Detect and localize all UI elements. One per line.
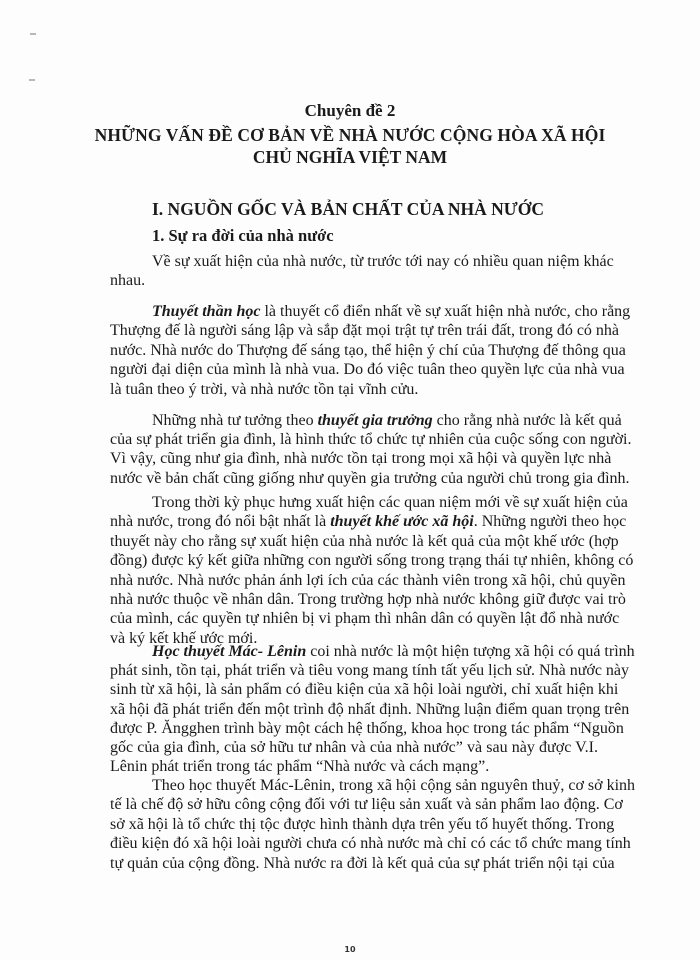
text-run: điều kiện đó xã hội loài người chưa có nhà nước mà chỉ có các tổ chức mang tính <box>110 835 631 853</box>
text-run: gốc của gia đình, của sở hữu tư nhân và của nhà nước” và sau này được V.I. <box>110 739 598 756</box>
paragraph-line <box>152 777 636 795</box>
text-run: thuyết này cho rằng sự xuất hiện của nhà nước là kết quả của một khế ước (hợp <box>110 532 619 550</box>
paragraph-line <box>110 272 598 290</box>
paragraph-line <box>110 835 631 853</box>
paragraph-line <box>110 513 627 531</box>
paragraph-line <box>152 643 635 661</box>
text-run: Lênin phát triển trong tác phẩm “Nhà nước và cách mạng”. <box>110 758 490 776</box>
paragraph-line <box>110 815 615 834</box>
text-run: tự quản của cộng đồng. Nhà nước ra đời là kết quả của sự phát triển nội tại của <box>110 854 615 872</box>
text-run: Trong thời kỳ phục hưng xuất hiện các quan niệm mới về sự xuất hiện của <box>152 494 628 511</box>
paragraph-line <box>110 381 598 399</box>
emphasized-term: thuyết gia trưởng <box>317 412 433 429</box>
paragraph-line <box>110 552 634 570</box>
emphasized-term: Học thuyết Mác- Lênin <box>152 643 307 660</box>
paragraph-line <box>152 494 628 512</box>
text-run: nhà nước, trong đó nổi bật nhất là <box>110 513 331 531</box>
emphasized-term: thuyết khế ước xã hội <box>330 513 474 531</box>
paragraph-line <box>152 412 622 430</box>
text-run: người đại diện của mình là nhà vua. Do đó việc tuân theo quyền lực của nhà vua <box>110 361 625 379</box>
chapter-label: Chuyên đề 2 <box>304 101 396 120</box>
text-run: là tuân theo ý trời, và nhà nước tồn tại vĩnh cửu. <box>110 380 419 398</box>
paragraph-line <box>110 361 625 379</box>
text-run: Thượng đế là người sáng lập và sắp đặt mọi trật tự trên trái đất, trong đó có nhà <box>110 322 620 340</box>
chapter-title-line-2: CHỦ NGHĨA VIỆT NAM <box>252 147 448 167</box>
text-run: nước về bản chất cũng giống như quyền gia trưởng của người chủ trong gia đình. <box>110 469 630 487</box>
text-run: tế là chế độ sở hữu công cộng đối với tư liệu sản xuất và sản phẩm lao động. Cơ <box>110 796 623 814</box>
text-run: và ký kết khế ước mới. <box>110 629 258 647</box>
text-run: Về sự xuất hiện của nhà nước, từ trước tới nay có nhiều quan niệm khác <box>152 253 614 270</box>
paragraph-line <box>110 662 630 680</box>
paragraph-line <box>110 450 612 468</box>
text-run: là thuyết cổ điển nhất về sự xuất hiện nhà nước, cho rằng <box>260 303 631 320</box>
paragraph-line <box>110 469 630 488</box>
chapter-title-line-1: NHỮNG VẤN ĐỀ CƠ BẢN VỀ NHÀ NƯỚC CỘNG HÒA XÃ HỘI <box>94 125 606 145</box>
emphasized-term: Thuyết thần học <box>152 303 261 320</box>
subsection-heading: 1. Sự ra đời của nhà nước <box>152 226 334 245</box>
paragraph-line <box>110 591 626 609</box>
paragraph-line <box>110 681 619 699</box>
text-run: nhà nước thuộc về nhân dân. Trong trường hợp nhà nước không giữ được vai trò <box>110 591 626 608</box>
paragraph-line <box>110 341 626 360</box>
paragraph-line <box>110 322 620 340</box>
text-run: của mình, các quyền tự nhiên bị vi phạm thì nhân dân có quyền lật đổ nhà nước <box>110 610 620 628</box>
paragraph-line <box>110 431 632 449</box>
text-run: sở xã hội là tổ chức thị tộc được hình thành dựa trên yếu tố huyết thống. Trong <box>110 815 615 833</box>
text-run: Vì vậy, cũng như gia đình, nhà nước tồn tại trong mọi xã hội và quyền lực nhà <box>110 450 612 468</box>
text-run: sinh từ xã hội, là sản phẩm có điều kiện của xã hội loài người, chỉ xuất hiện khi <box>110 681 619 699</box>
paragraph-line <box>110 739 598 757</box>
text-run: được P. Ăngghen trình bày một cách hệ thống, khoa học trong tác phẩm “Nguồn <box>110 719 624 737</box>
text-run: Theo học thuyết Mác-Lênin, trong xã hội cộng sản nguyên thuỷ, cơ sở kinh <box>152 777 636 794</box>
paragraph-line <box>110 571 626 590</box>
text-run: nước. Nhà nước do Thượng đế sáng tạo, thể hiện ý chí của Thượng đế thông qua <box>110 341 626 359</box>
paragraph-line <box>152 303 631 321</box>
text-run: cho rằng nhà nước là kết quả <box>432 412 622 429</box>
paragraph-line <box>110 854 615 873</box>
paragraph-line <box>110 700 630 719</box>
text-run: phát sinh, tồn tại, phát triển và tiêu vong mang tính tất yếu lịch sử. Nhà nước này <box>110 662 630 680</box>
paragraph-line <box>110 796 623 814</box>
paragraph-line <box>110 532 619 551</box>
text-run: xã hội đã phát triển đến một trình độ nhất định. Những luận điểm quan trọng trên <box>110 700 630 718</box>
paragraph-line <box>110 758 598 776</box>
text-run: nhau. <box>110 272 146 289</box>
text-run: của sự phát triển gia đình, là hình thức tổ chức tự nhiên của cuộc sống con người. <box>110 431 632 449</box>
text-run: . Những người theo học <box>473 513 627 531</box>
scan-mark <box>30 33 36 35</box>
text-run: Những nhà tư tưởng theo <box>152 412 318 429</box>
paragraph-line <box>110 719 624 738</box>
paragraph-line <box>110 610 620 628</box>
scan-mark <box>29 79 35 81</box>
text-run: coi nhà nước là một hiện tượng xã hội có quá trình <box>306 643 635 660</box>
section-heading: I. NGUỒN GỐC VÀ BẢN CHẤT CỦA NHÀ NƯỚC <box>152 199 544 219</box>
text-run: nhà nước. Nhà nước phản ánh lợi ích của các thành viên trong xã hội, chủ quyền <box>110 571 626 589</box>
text-run: đồng) được ký kết giữa những con người sống trong trạng thái tự nhiên, không có <box>110 552 634 570</box>
page-number: 10 <box>344 945 356 954</box>
paragraph-line <box>152 253 614 271</box>
